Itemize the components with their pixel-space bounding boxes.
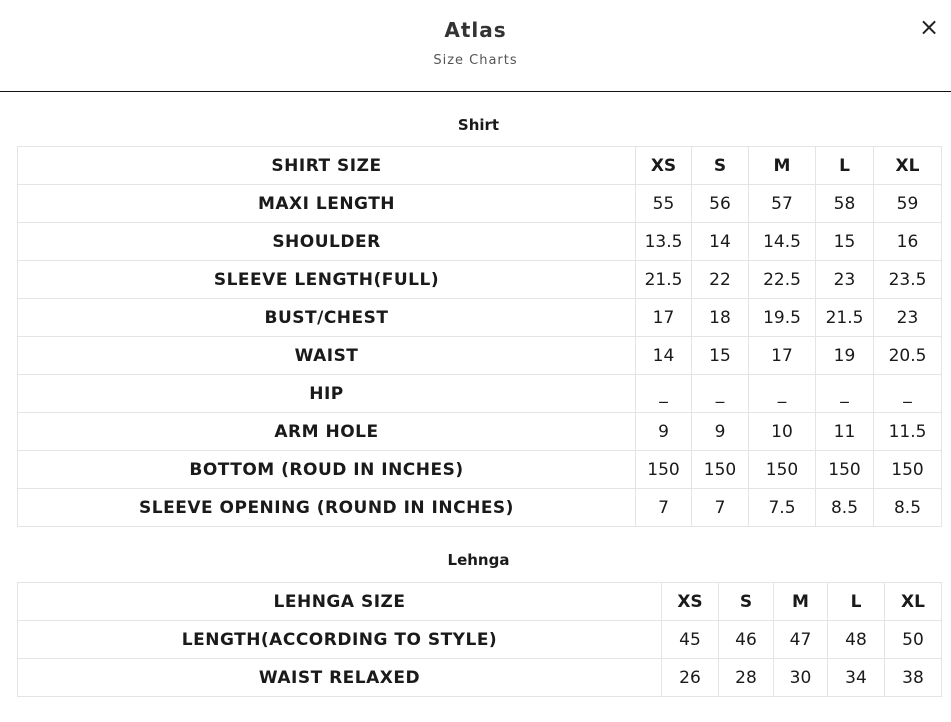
size-header-cell: M (749, 147, 816, 185)
value-cell: 26 (662, 659, 719, 697)
size-header-cell: S (719, 583, 774, 621)
page-subtitle: Size Charts (433, 53, 518, 68)
row-label-cell: WAIST (18, 337, 636, 375)
value-cell: 48 (828, 621, 885, 659)
row-label-cell: BOTTOM (ROUD IN INCHES) (18, 451, 636, 489)
value-cell: 9 (636, 413, 692, 451)
value-cell: 19.5 (749, 299, 816, 337)
table-row (18, 299, 942, 337)
row-label-cell: SLEEVE LENGTH(FULL) (18, 261, 636, 299)
size-header-cell: XL (885, 583, 942, 621)
value-cell: 150 (816, 451, 874, 489)
row-label-cell: HIP (18, 375, 636, 413)
row-label-cell: SLEEVE OPENING (ROUND IN INCHES) (18, 489, 636, 527)
modal-header (0, 0, 951, 91)
value-cell: 150 (636, 451, 692, 489)
value-cell: 23.5 (874, 261, 942, 299)
size-header-cell: XS (662, 583, 719, 621)
value-cell: 21.5 (816, 299, 874, 337)
table-row (18, 489, 942, 527)
value-cell: 15 (692, 337, 749, 375)
value-cell: 150 (749, 451, 816, 489)
size-header-cell: XL (874, 147, 942, 185)
header-divider (0, 91, 951, 92)
value-cell: 50 (885, 621, 942, 659)
row-label-cell: SHOULDER (18, 223, 636, 261)
value-cell: 14 (692, 223, 749, 261)
header-label-cell: SHIRT SIZE (18, 147, 636, 185)
value-cell: _ (749, 375, 816, 413)
value-cell: 16 (874, 223, 942, 261)
value-cell: 11 (816, 413, 874, 451)
table-row (18, 659, 942, 697)
value-cell: 23 (874, 299, 942, 337)
value-cell: _ (636, 375, 692, 413)
value-cell: 7 (636, 489, 692, 527)
value-cell: 8.5 (816, 489, 874, 527)
value-cell: 7 (692, 489, 749, 527)
table-row (18, 185, 942, 223)
value-cell: 150 (874, 451, 942, 489)
table-row (18, 337, 942, 375)
size-header-cell: S (692, 147, 749, 185)
value-cell: 22.5 (749, 261, 816, 299)
size-header-cell: L (816, 147, 874, 185)
value-cell: 47 (774, 621, 828, 659)
value-cell: 18 (692, 299, 749, 337)
value-cell: _ (874, 375, 942, 413)
value-cell: 21.5 (636, 261, 692, 299)
value-cell: 8.5 (874, 489, 942, 527)
table-row (18, 413, 942, 451)
value-cell: _ (692, 375, 749, 413)
shirt-size-table (17, 146, 942, 527)
value-cell: 9 (692, 413, 749, 451)
section-title-lehnga: Lehnga (447, 551, 510, 569)
value-cell: 58 (816, 185, 874, 223)
table-row (18, 375, 942, 413)
value-cell: 30 (774, 659, 828, 697)
value-cell: 11.5 (874, 413, 942, 451)
size-header-cell: XS (636, 147, 692, 185)
value-cell: 57 (749, 185, 816, 223)
table-row (18, 621, 942, 659)
header-label-cell: LEHNGA SIZE (18, 583, 662, 621)
page-title: Atlas (444, 18, 507, 42)
value-cell: 17 (749, 337, 816, 375)
value-cell: 13.5 (636, 223, 692, 261)
table-header-row (18, 147, 942, 185)
value-cell: 46 (719, 621, 774, 659)
value-cell: 28 (719, 659, 774, 697)
row-label-cell: ARM HOLE (18, 413, 636, 451)
value-cell: 45 (662, 621, 719, 659)
table-row (18, 261, 942, 299)
value-cell: 14 (636, 337, 692, 375)
row-label-cell: MAXI LENGTH (18, 185, 636, 223)
close-icon[interactable]: × (918, 13, 940, 41)
value-cell: 150 (692, 451, 749, 489)
value-cell: 15 (816, 223, 874, 261)
lehnga-size-table (17, 582, 942, 697)
value-cell: 59 (874, 185, 942, 223)
value-cell: 38 (885, 659, 942, 697)
value-cell: 22 (692, 261, 749, 299)
value-cell: 14.5 (749, 223, 816, 261)
row-label-cell: WAIST RELAXED (18, 659, 662, 697)
table-header-row (18, 583, 942, 621)
value-cell: 19 (816, 337, 874, 375)
row-label-cell: LENGTH(ACCORDING TO STYLE) (18, 621, 662, 659)
section-title-shirt: Shirt (457, 116, 500, 134)
value-cell: 17 (636, 299, 692, 337)
size-header-cell: L (828, 583, 885, 621)
row-label-cell: BUST/CHEST (18, 299, 636, 337)
value-cell: 23 (816, 261, 874, 299)
table-row (18, 223, 942, 261)
value-cell: 20.5 (874, 337, 942, 375)
table-row (18, 451, 942, 489)
value-cell: 55 (636, 185, 692, 223)
value-cell: 56 (692, 185, 749, 223)
value-cell: 7.5 (749, 489, 816, 527)
value-cell: _ (816, 375, 874, 413)
value-cell: 34 (828, 659, 885, 697)
value-cell: 10 (749, 413, 816, 451)
size-header-cell: M (774, 583, 828, 621)
